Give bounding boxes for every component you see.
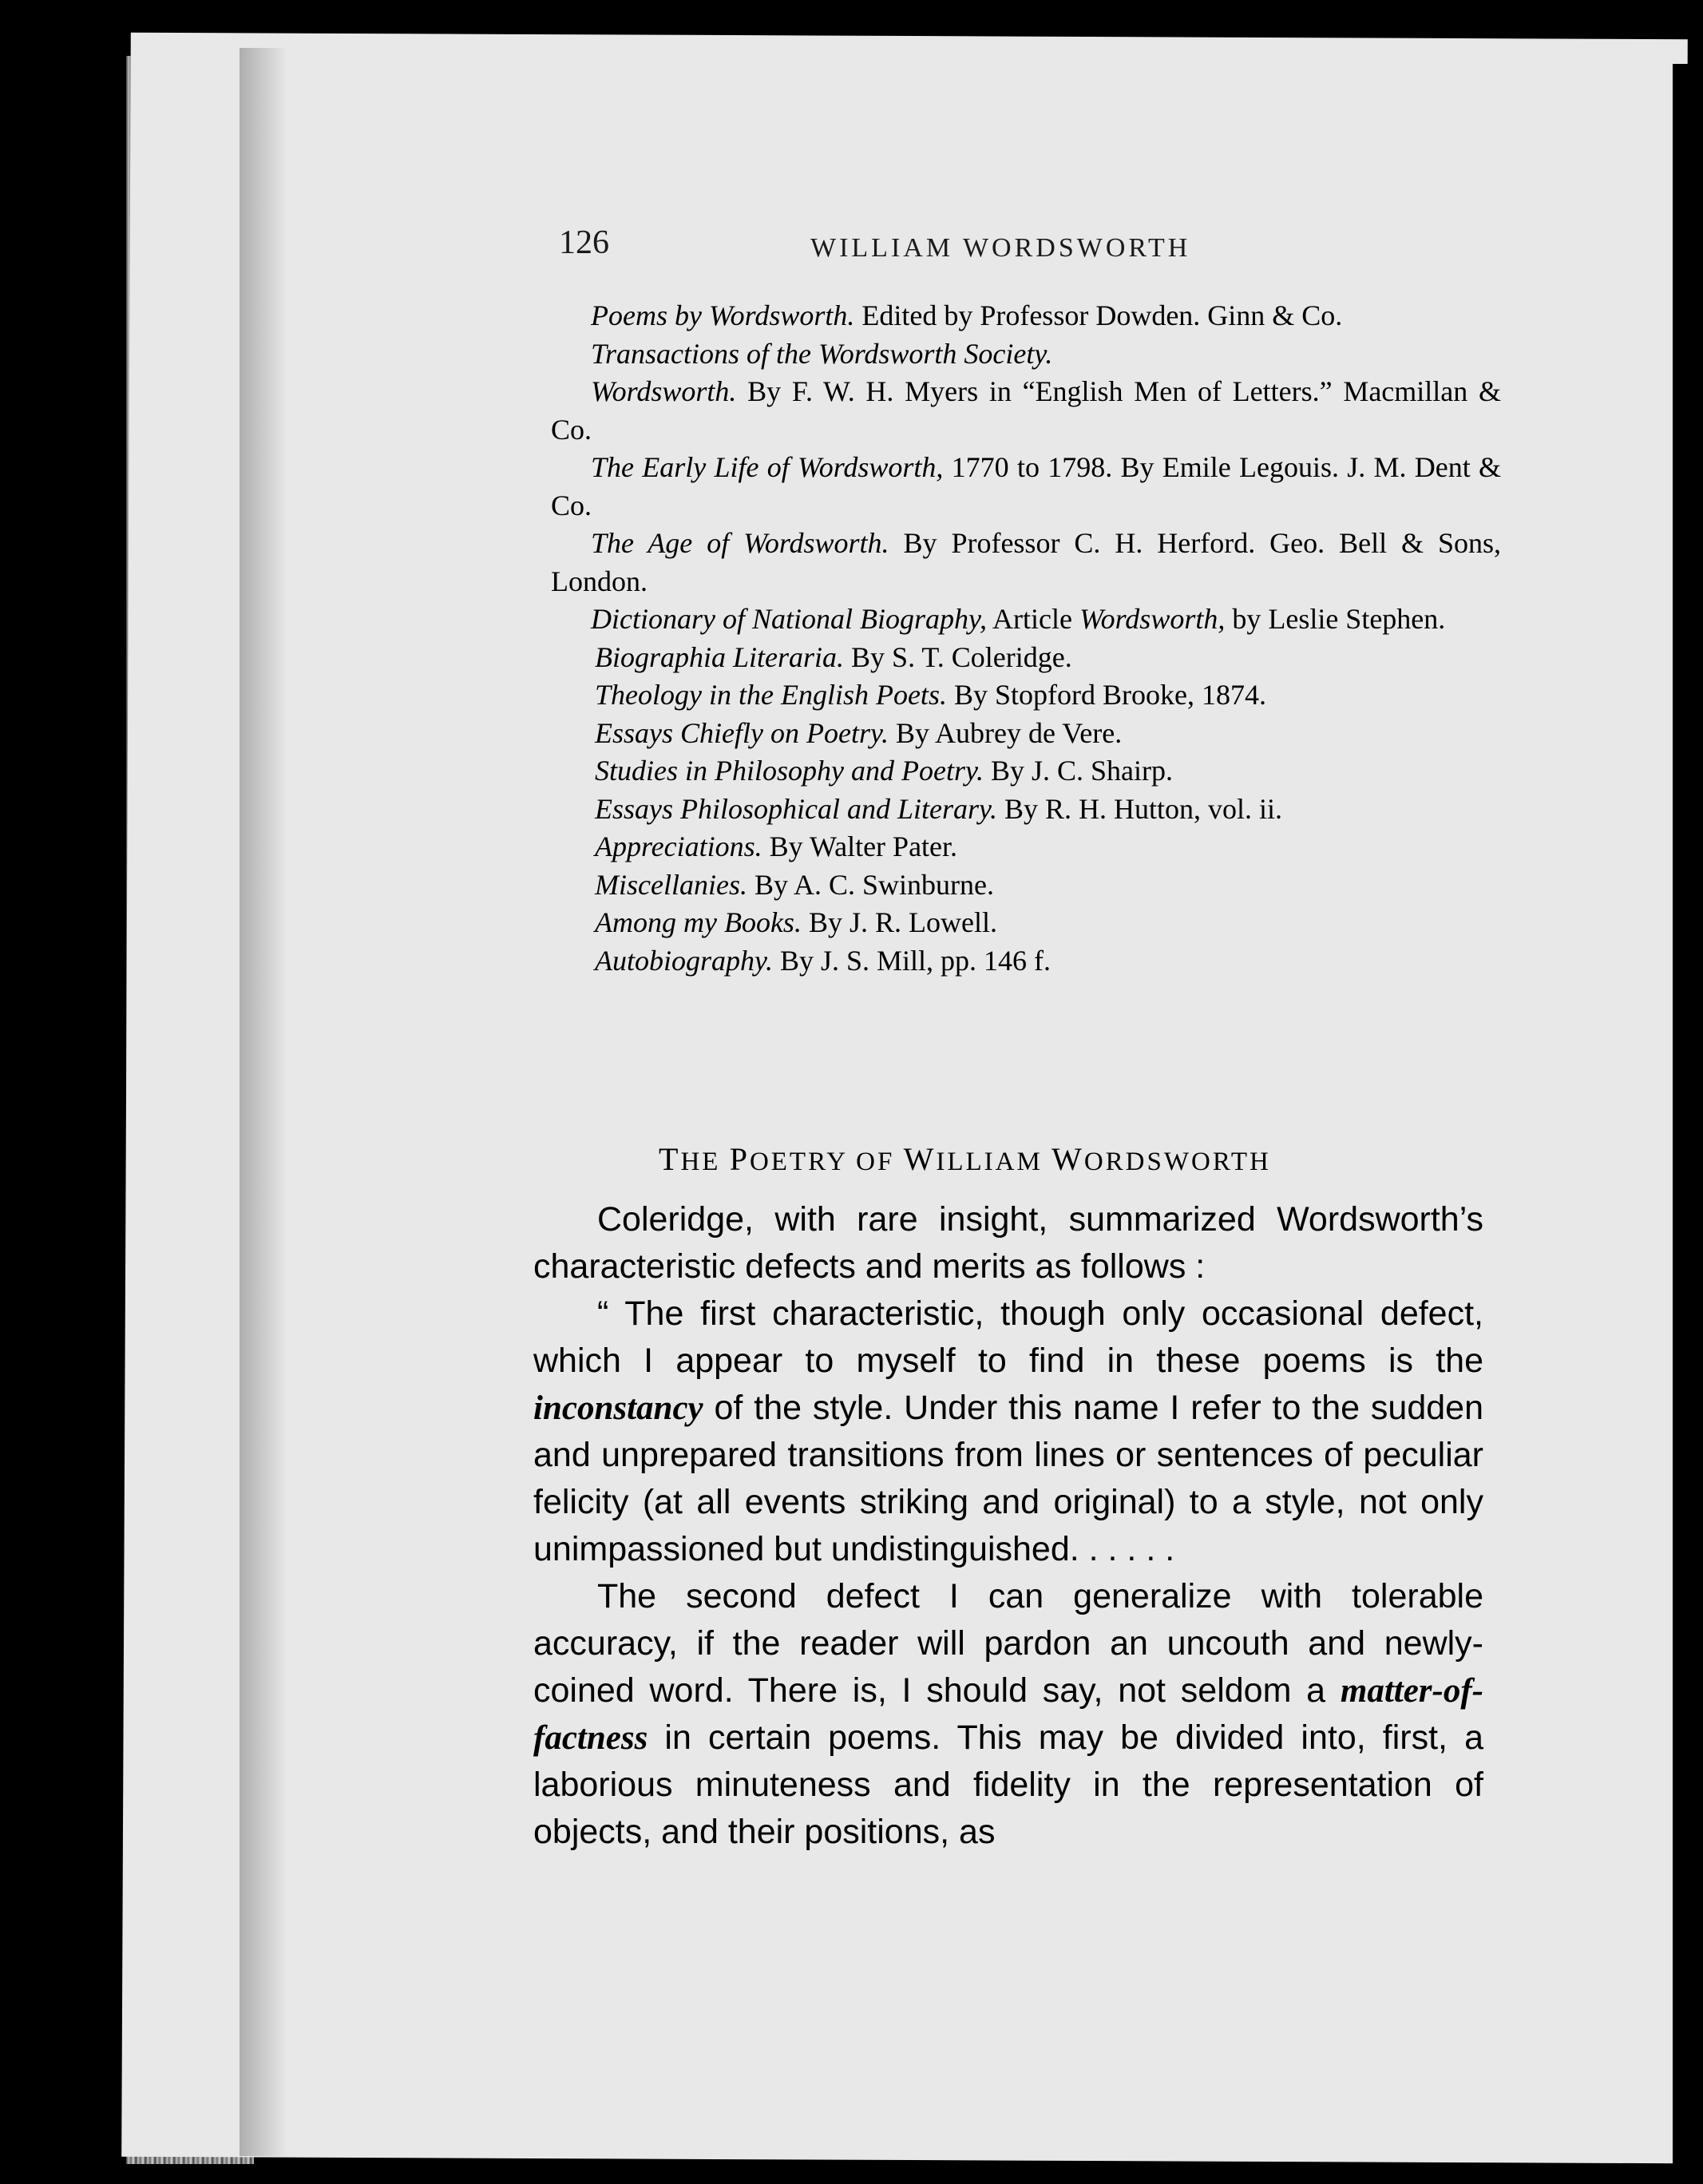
bib-entry: Miscellanies. By A. C. Swinburne. <box>595 868 994 901</box>
bib-entry: Wordsworth. By F. W. H. Myers in “English Men of Letters.” Macmillan & Co. <box>551 375 1501 446</box>
paragraph: Coleridge, with rare insight, summarized Wordsworth’s characteristic defects and merits as follows : <box>533 1200 1483 1286</box>
body-text <box>533 1196 1483 1856</box>
bib-entry: Studies in Philosophy and Poetry. By J. C. Shairp. <box>595 755 1173 787</box>
bib-entry: Poems by Wordsworth. Edited by Professor Dowden. Ginn & Co. <box>591 299 1343 331</box>
bib-entry: Essays Philosophical and Literary. By R. H. Hutton, vol. ii. <box>595 792 1283 825</box>
section-title: THE POETRY OF WILLIAM WORDSWORTH <box>659 1141 1271 1177</box>
bib-entry: Transactions of the Wordsworth Society. <box>591 337 1053 370</box>
bib-entry: Appreciations. By Walter Pater. <box>595 830 958 862</box>
bib-entry: The Early Life of Wordsworth, 1770 to 1798. By Emile Legouis. J. M. Dent & Co. <box>551 451 1501 521</box>
bib-entry: Dictionary of National Biography, Article Wordsworth, by Leslie Stephen. <box>591 603 1446 635</box>
scan-border <box>1673 64 1703 2184</box>
paragraph: “ The first characteristic, though only occasional defect, which I appear to myself to find in these poems is the inconstancy of the style. Under this name I refer to the sudden and unprepared transitions from lines or sentences of peculiar felicity (at all events striking and original) to a style, not only unimpassioned but undistinguished. . . . . . <box>533 1294 1483 1568</box>
bib-entry: The Age of Wordsworth. By Professor C. H. Herford. Geo. Bell & Sons, London. <box>551 527 1501 597</box>
bib-entry: Theology in the English Poets. By Stopford Brooke, 1874. <box>595 679 1266 711</box>
page-number: 126 <box>559 224 609 261</box>
spine-shadow <box>240 48 287 2156</box>
bib-entry: Autobiography. By J. S. Mill, pp. 146 f. <box>595 944 1052 977</box>
bib-entry: Biographia Literaria. By S. T. Coleridge. <box>595 640 1072 673</box>
bib-entry: Among my Books. By J. R. Lowell. <box>595 906 997 938</box>
running-head: WILLIAM WORDSWORTH <box>810 233 1191 263</box>
paragraph: The second defect I can generalize with tolerable accuracy, if the reader will pardon an uncouth and newly-coined word. There is, I should say, not seldom a matter-of-factness in certain poems. This may be divided into, first, a laborious minuteness and fidelity in the representation of objects, and their positions, as <box>533 1577 1483 1851</box>
bib-entry: Essays Chiefly on Poetry. By Aubrey de Vere. <box>595 716 1123 749</box>
bibliography <box>551 297 1501 980</box>
